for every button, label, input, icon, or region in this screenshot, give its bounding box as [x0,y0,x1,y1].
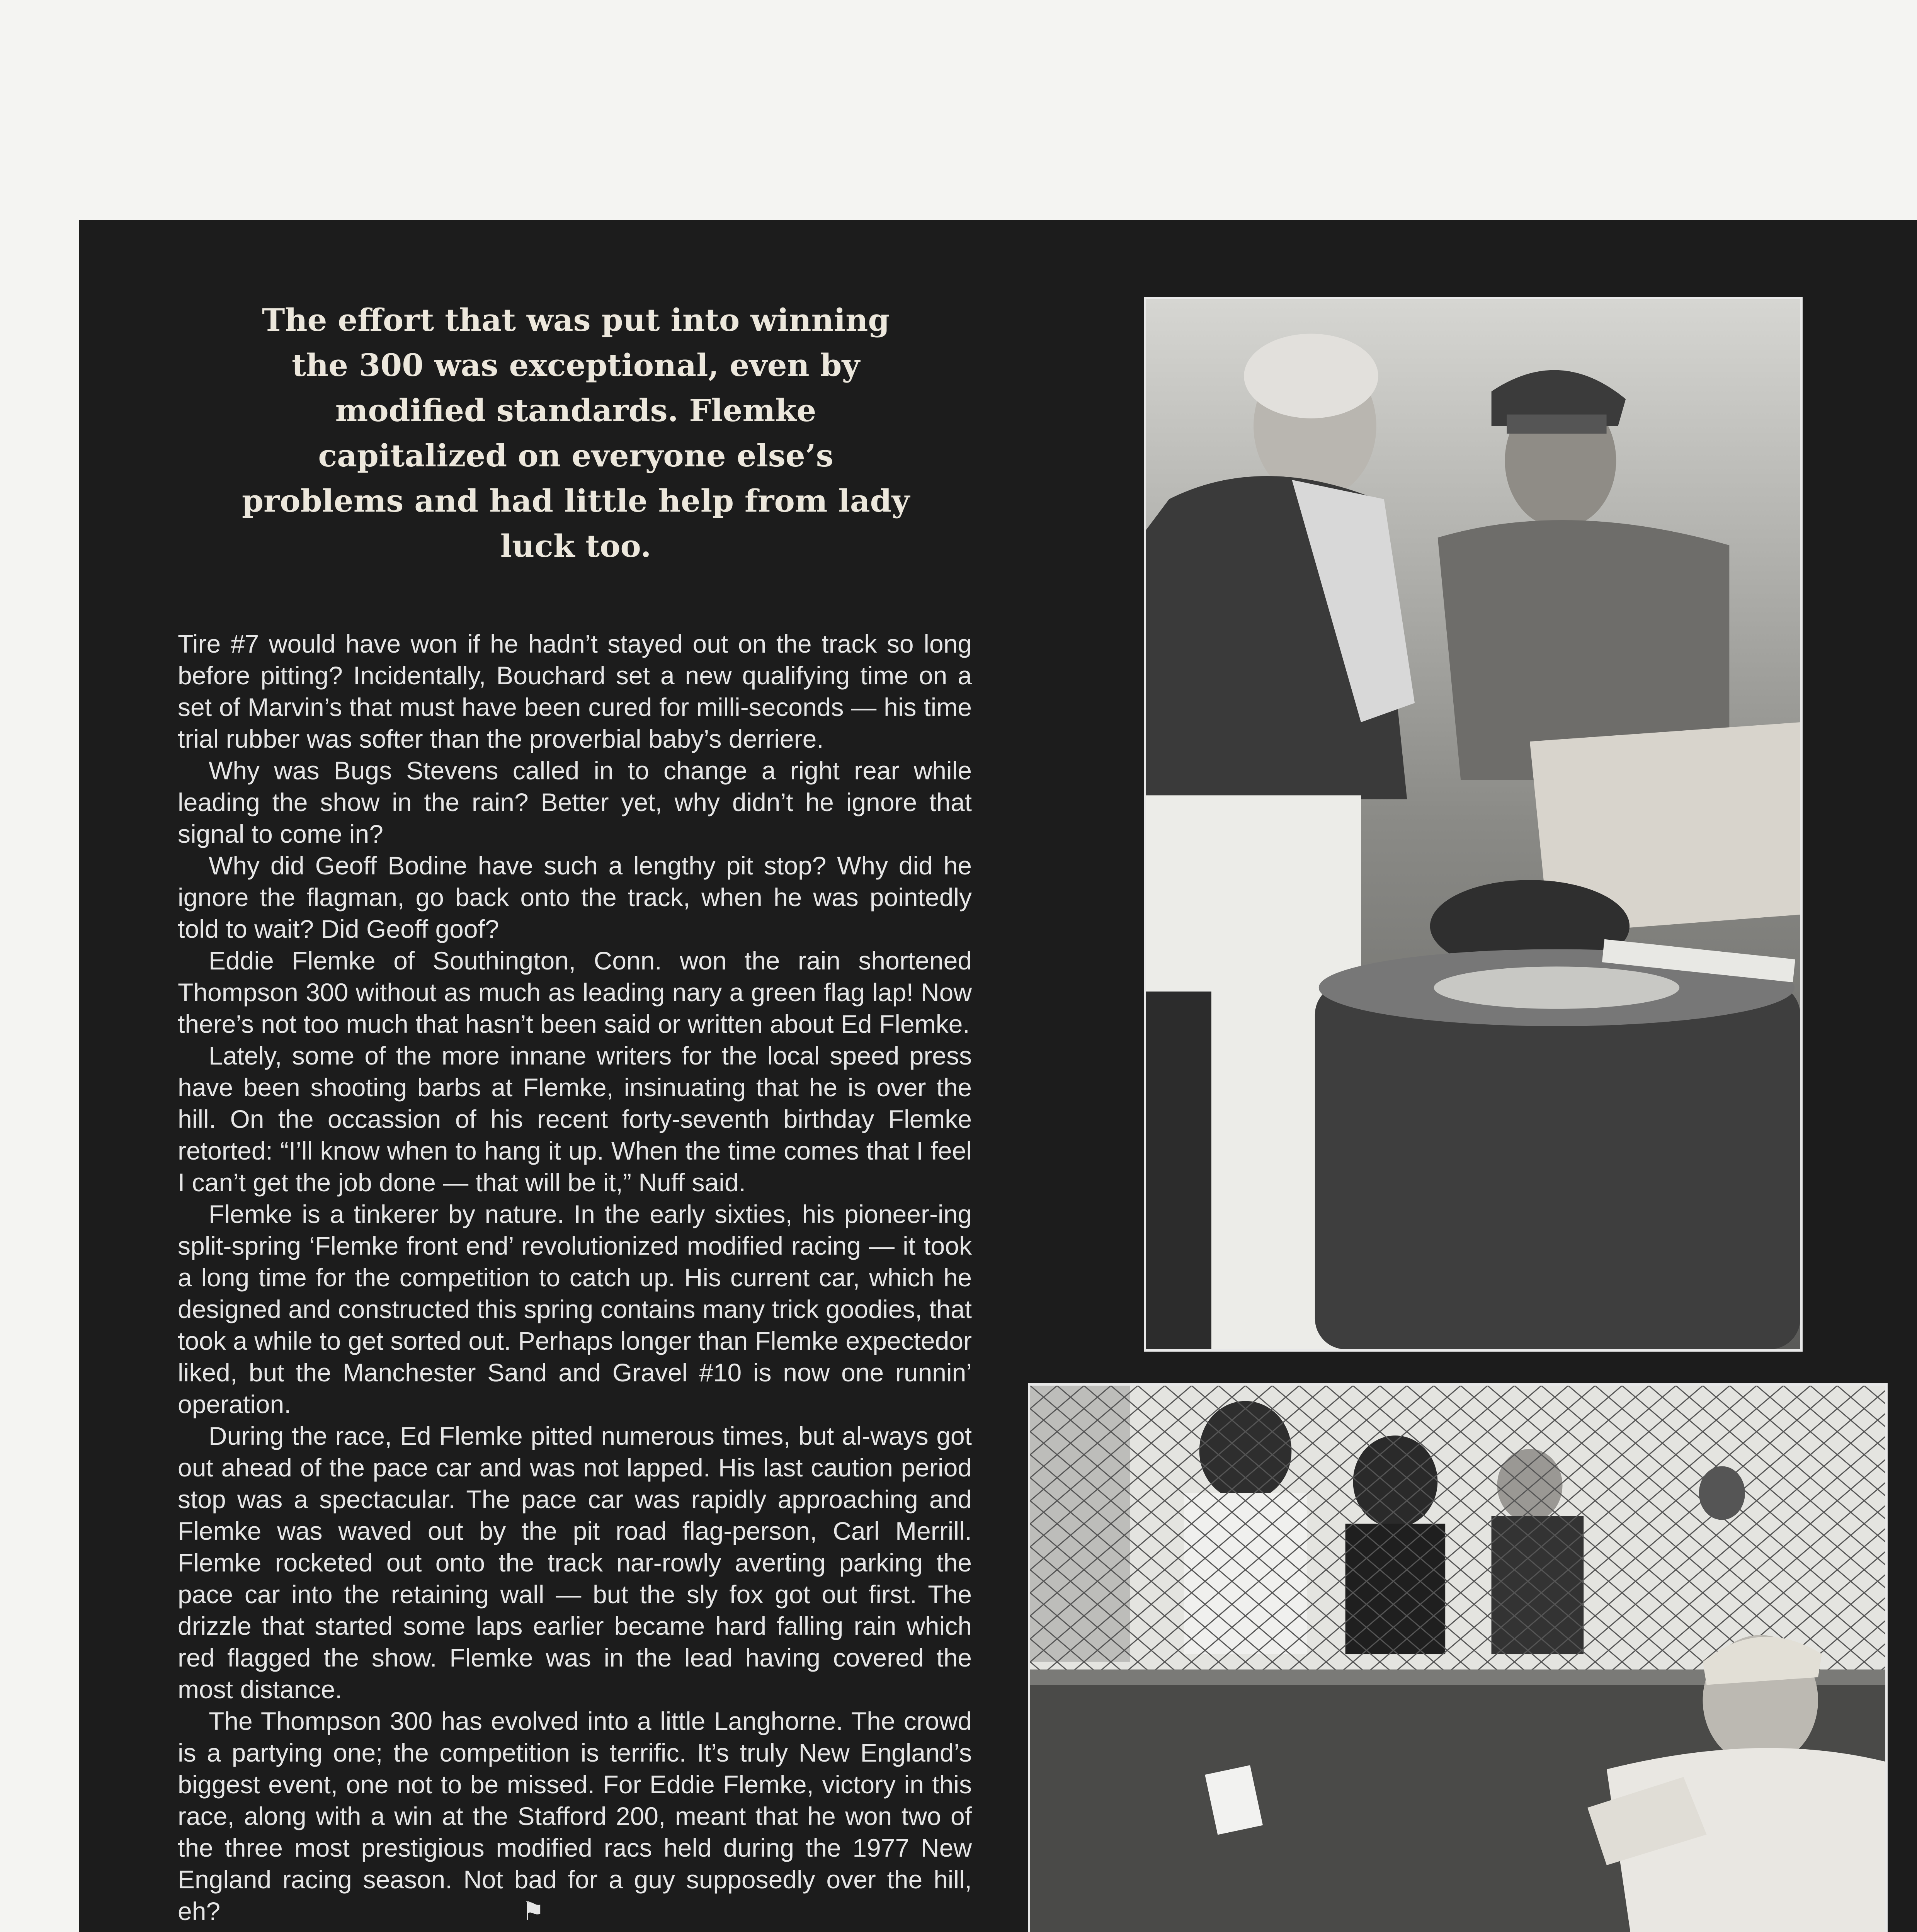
photo-center-image [1030,1386,1885,1932]
article-body [178,628,972,1927]
photo-center-bugman-autograph [1028,1383,1888,1932]
photo-top-image [1146,299,1800,1349]
article-paragraph: Why was Bugs Stevens called in to change a right rear while leading the show in the rain? Better yet, why didn’t he ignore that signal to come in? [178,756,972,848]
article-paragraph: Lately, some of the more innane writers for the local speed press have been shooting barbs at Flemke, insinuating that he is over the hill. On the occassion of his recent forty-seventh birthday Flemke retorted: “I’ll know when to hang it up. When the time comes that I feel I can’t get the job done — that will be it,” Nuff said. [178,1041,972,1197]
article-paragraph-text: The Thompson 300 has evolved into a little Langhorne. The crowd is a partying one; the competition is terrific. It’s truly New England’s biggest event, one not to be missed. For Eddie Flemke, victory in this race, along with a win at the Stafford 200, meant that he won two of the three most prestigious modified racs held during the 1977 New England racing season. Not bad for a guy supposedly over the hill, eh? [178,1707,972,1925]
article-paragraph: Eddie Flemke of Southington, Conn. won the rain shortened Thompson 300 without as much as leading nary a green flag lap! Now there’s not too much that hasn’t been said or written about Ed Flemke. [178,946,972,1038]
article-paragraph: Flemke is a tinkerer by nature. In the early sixties, his pioneer-ing split-spring ‘Flemke front end’ revolutionized modified racing — it took a long time for the competition to catch up. His current car, which he designed and constructed this spring contains many trick goodies, that took a while to get sorted out. Perhaps longer than Flemke expectedor liked, but the Manchester Sand and Gravel #10 is now one runnin’ operation. [178,1200,972,1418]
article-paragraph-last [178,1705,972,1927]
article-paragraph: Tire #7 would have won if he hadn’t stayed out on the track so long before pitting? Incidentally, Bouchard set a new qualifying time on a set of Marvin’s that must have been cured for milli-seconds — his time trial rubber was softer than the proverbial baby’s derriere. [178,629,972,753]
photo-top-armstrong-summers [1144,297,1803,1352]
article-headline: The effort that was put into winning the 300 was exceptional, even by modified standards. Flemke capitalized on everyone else’s problems and had little help from lady luck too. [242,302,910,564]
checkered-flag-icon: ⚑ [522,1897,545,1925]
article-paragraph: During the race, Ed Flemke pitted numerous times, but al-ways got out ahead of the pace car and was not lapped. His last caution period stop was a spectacular. The pace car was rapidly approaching and Flemke was waved out by the pit road flag-person, Carl Merrill. Flemke rocketed out onto the track nar-rowly averting parking the pace car into the retaining wall — but the sly fox got out first. The drizzle that started some laps earlier became hard falling rain which red flagged the show. Flemke was in the lead having covered the most distance. [178,1422,972,1704]
article-paragraph: Why did Geoff Bodine have such a lengthy pit stop? Why did he ignore the flagman, go back onto the track, when he was pointedly told to wait? Did Geoff goof? [178,851,972,943]
